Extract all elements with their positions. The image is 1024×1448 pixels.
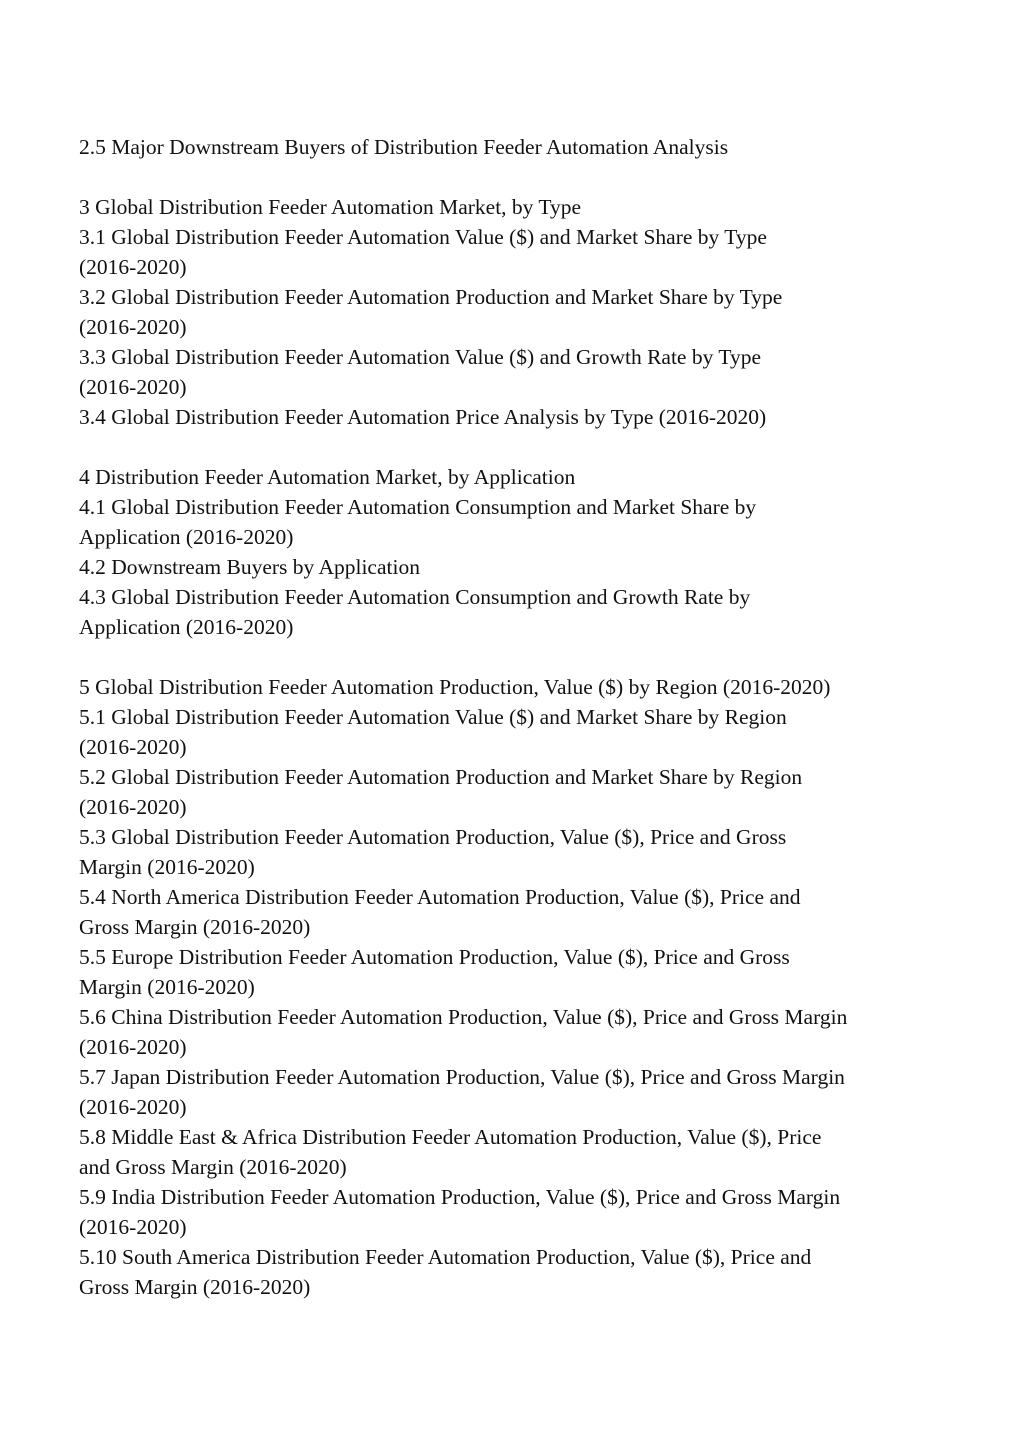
toc-entry-5-10-line-1: 5.10 South America Distribution Feeder Automation Production, Value ($), Price and <box>79 1245 812 1269</box>
toc-entry-5-2-line-1: 5.2 Global Distribution Feeder Automation Production and Market Share by Region <box>79 765 803 789</box>
toc-entry-4-2: 4.2 Downstream Buyers by Application <box>79 555 420 579</box>
toc-entry-5-2-line-2: (2016-2020) <box>79 795 187 819</box>
toc-entry-5-9-line-2: (2016-2020) <box>79 1215 187 1239</box>
toc-entry-5-6-line-1: 5.6 China Distribution Feeder Automation Production, Value ($), Price and Gross Margin <box>79 1005 848 1029</box>
toc-entry-5-5-line-1: 5.5 Europe Distribution Feeder Automation Production, Value ($), Price and Gross <box>79 945 790 969</box>
toc-entry-3-2-line-1: 3.2 Global Distribution Feeder Automation Production and Market Share by Type <box>79 285 783 309</box>
toc-entry-5-8-line-1: 5.8 Middle East & Africa Distribution Feeder Automation Production, Value ($), Price <box>79 1125 822 1149</box>
toc-entry-5-1-line-1: 5.1 Global Distribution Feeder Automation Value ($) and Market Share by Region <box>79 705 787 729</box>
toc-entry-5-4-line-1: 5.4 North America Distribution Feeder Automation Production, Value ($), Price and <box>79 885 801 909</box>
document-page <box>79 132 959 1302</box>
toc-entry-2-5: 2.5 Major Downstream Buyers of Distribution Feeder Automation Analysis <box>79 135 729 159</box>
toc-entry-5-7-line-1: 5.7 Japan Distribution Feeder Automation Production, Value ($), Price and Gross Margin <box>79 1065 845 1089</box>
toc-entry-3-4: 3.4 Global Distribution Feeder Automation Price Analysis by Type (2016-2020) <box>79 405 767 429</box>
toc-entry-5-10-line-2: Gross Margin (2016-2020) <box>79 1275 311 1299</box>
toc-entry-5-3-line-1: 5.3 Global Distribution Feeder Automation Production, Value ($), Price and Gross <box>79 825 787 849</box>
section-spacer <box>79 432 959 462</box>
toc-entry-5-4-line-2: Gross Margin (2016-2020) <box>79 915 311 939</box>
toc-entry-5-1-line-2: (2016-2020) <box>79 735 187 759</box>
section-spacer <box>79 642 959 672</box>
toc-section-4-heading: 4 Distribution Feeder Automation Market, by Application <box>79 465 576 489</box>
toc-entry-5-7-line-2: (2016-2020) <box>79 1095 187 1119</box>
toc-entry-3-1-line-2: (2016-2020) <box>79 255 187 279</box>
toc-entry-5-6-line-2: (2016-2020) <box>79 1035 187 1059</box>
section-spacer <box>79 162 959 192</box>
toc-entry-3-3-line-2: (2016-2020) <box>79 375 187 399</box>
toc-entry-5-9-line-1: 5.9 India Distribution Feeder Automation Production, Value ($), Price and Gross Margin <box>79 1185 841 1209</box>
toc-entry-5-5-line-2: Margin (2016-2020) <box>79 975 255 999</box>
toc-entry-4-1-line-2: Application (2016-2020) <box>79 525 294 549</box>
toc-entry-3-3-line-1: 3.3 Global Distribution Feeder Automation Value ($) and Growth Rate by Type <box>79 345 762 369</box>
toc-entry-4-3-line-2: Application (2016-2020) <box>79 615 294 639</box>
toc-entry-4-3-line-1: 4.3 Global Distribution Feeder Automation Consumption and Growth Rate by <box>79 585 751 609</box>
toc-entry-3-2-line-2: (2016-2020) <box>79 315 187 339</box>
toc-entry-4-1-line-1: 4.1 Global Distribution Feeder Automation Consumption and Market Share by <box>79 495 757 519</box>
toc-entry-5-8-line-2: and Gross Margin (2016-2020) <box>79 1155 347 1179</box>
toc-section-5-heading: 5 Global Distribution Feeder Automation Production, Value ($) by Region (2016-2020) <box>79 675 831 699</box>
toc-entry-3-1-line-1: 3.1 Global Distribution Feeder Automation Value ($) and Market Share by Type <box>79 225 767 249</box>
toc-entry-5-3-line-2: Margin (2016-2020) <box>79 855 255 879</box>
toc-section-3-heading: 3 Global Distribution Feeder Automation Market, by Type <box>79 195 582 219</box>
